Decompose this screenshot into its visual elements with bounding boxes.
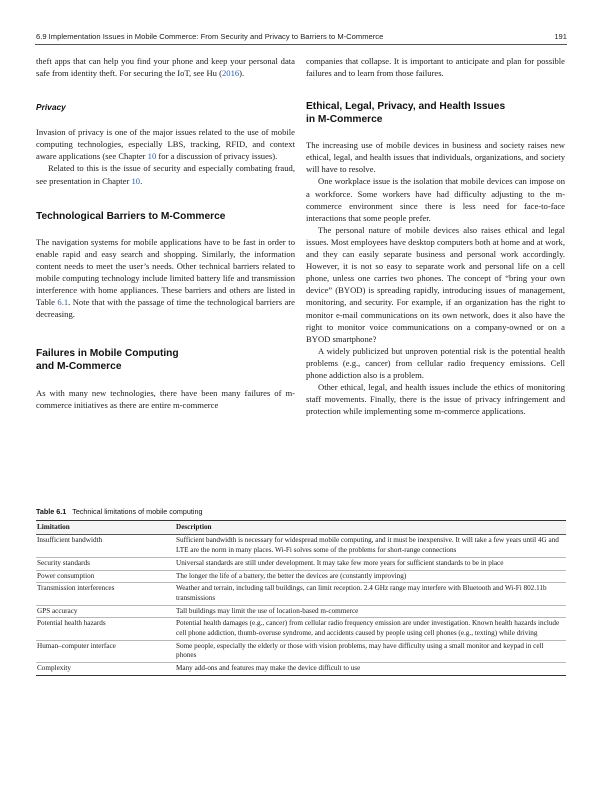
text: The navigation systems for mobile applications have to be fast in order to enable rapid and easy search and shopping. Similarly, the information content needs to meet the user’s needs. Other technical barriers related to mobile computing technology include limited battery life and transmission interference with home appliances. These barriers and others are listed in Table	[36, 236, 295, 308]
ethics-paragraph-4: A widely publicized but unproven potential risk is the potential health problems (e.g., cancer) from cellular radio frequency emissions. Cell phone addiction also is a problem.	[306, 345, 565, 380]
table-row	[36, 535, 566, 557]
heading-line: and M-Commerce	[36, 361, 122, 373]
ethics-paragraph-5: Other ethical, legal, and health issues include the ethics of monitoring staff movements. Finally, there is the issue of privacy infringement and protection while implementing some m-commerce applications.	[306, 382, 565, 417]
description-cell: Universal standards are still under development. It may take few more years for sufficient standards to be in place	[175, 557, 566, 570]
ethics-paragraph-3: The personal nature of mobile devices also raises ethical and legal issues. Most employees have desktop computers both at home and at work, and they can easily separate business and personal work accordingly. However, it is not so easy to separate work and personal life on a cell phone, unless one carries two phones. The concept of “bring your own device” (BYOD) is spreading rapidly, introducing issues of management, monitoring, and security. For example, if an organization has the right to monitor e-mail communications on its own network, does it also have the right to monitor voice communications on a company-owned or on a BYOD smartphone?	[306, 224, 565, 344]
description-cell: Many add-ons and features may make the device difficult to use	[175, 663, 566, 676]
table-caption	[36, 507, 566, 516]
description-cell: The longer the life of a battery, the better the devices are (constantly improving)	[175, 570, 566, 583]
description-cell: Tall buildings may limit the use of location-based m-commerce	[175, 605, 566, 618]
column-header-limitation: Limitation	[36, 521, 175, 535]
limitations-table	[36, 520, 566, 676]
limitation-cell: Security standards	[36, 557, 175, 570]
text: Invasion of privacy is one of the major issues related to the use of mobile computing technologies, especially LBS, tracking, RFID, and context aware applications (see Chapter	[36, 127, 295, 162]
heading-line: Ethical, Legal, Privacy, and Health Issues	[306, 101, 506, 113]
ethics-paragraph-2: One workplace issue is the isolation that mobile devices can impose on a workforce. Some workers have had difficulty adjusting to the m-commerce environment since there is less need for face-to-face interactions that some people prefer.	[306, 176, 565, 223]
paragraph-continued	[36, 55, 295, 79]
limitation-cell: Human–computer interface	[36, 640, 175, 662]
column-header-description: Description	[175, 521, 566, 535]
left-column	[36, 55, 295, 412]
paragraph-continued: companies that collapse. It is important to anticipate and plan for possible failures and to learn from those failures.	[306, 56, 565, 79]
text: Related to this is the issue of security and especially combating fraud, see presentation in Chapter	[36, 163, 295, 186]
table-row	[36, 618, 566, 640]
limitation-cell: Potential health hazards	[36, 618, 175, 640]
failures-heading	[36, 347, 295, 373]
page-number: 191	[554, 32, 567, 41]
table-label: Table 6.1	[36, 507, 67, 516]
table-row	[36, 663, 566, 676]
heading-line: Failures in Mobile Computing	[36, 348, 179, 360]
right-column	[306, 55, 565, 417]
text: for a discussion of privacy issues).	[156, 151, 278, 162]
description-cell: Potential health damages (e.g., cancer) from cellular radio frequency emission are under investigation. Known health hazards include cell phone addiction, thumb-overuse syndrome, and accidents caused by people using cell phones (e.g., texting) while driving	[175, 618, 566, 640]
table-row	[36, 640, 566, 662]
tech-barriers-paragraph	[36, 236, 295, 321]
text: theft apps that can help you find your phone and keep your personal data safe from identity theft. For securing the IoT, see Hu (	[36, 56, 295, 79]
table-link[interactable]: 6.1	[57, 297, 69, 308]
table-row	[36, 605, 566, 618]
privacy-paragraph-2	[36, 162, 295, 186]
limitation-cell: Complexity	[36, 663, 175, 676]
description-cell: Sufficient bandwidth is necessary for widespread mobile computing, and it must be inexpensive. It will take a few years until 4G and LTE are the norm in many places. Wi-Fi solves some of the problems for short-range connections	[175, 535, 566, 557]
privacy-paragraph-1	[36, 126, 295, 162]
limitation-cell: Transmission interferences	[36, 583, 175, 605]
failures-paragraph: As with many new technologies, there have been many failures of m-commerce initiatives as there are entire m-commerce	[36, 388, 295, 411]
chapter-link[interactable]: 10	[147, 151, 157, 162]
table-row	[36, 583, 566, 605]
table-header-row	[36, 521, 566, 535]
table-row	[36, 557, 566, 570]
privacy-heading: Privacy	[36, 102, 66, 113]
text: .	[140, 175, 143, 186]
text: . Note that with the passage of time the technological barriers are decreasing.	[36, 297, 295, 320]
running-head-title: 6.9 Implementation Issues in Mobile Commerce: From Security and Privacy to Barriers to M-Commerce	[36, 32, 384, 41]
table-row	[36, 570, 566, 583]
text: ).	[239, 68, 245, 79]
chapter-link[interactable]: 10	[131, 175, 141, 186]
description-cell: Some people, especially the elderly or those with vision problems, may have difficulty using a small monitor and keypad in cell phones	[175, 640, 566, 662]
table-title: Technical limitations of mobile computing	[72, 507, 203, 516]
table-6-1	[36, 507, 566, 676]
heading-line: in M-Commerce	[306, 114, 383, 126]
limitation-cell: Insufficient bandwidth	[36, 535, 175, 557]
limitation-cell: Power consumption	[36, 570, 175, 583]
limitation-cell: GPS accuracy	[36, 605, 175, 618]
running-head	[35, 30, 567, 45]
tech-barriers-heading: Technological Barriers to M-Commerce	[36, 210, 226, 222]
citation-link[interactable]: 2016	[221, 68, 240, 79]
description-cell: Weather and terrain, including tall buildings, can limit reception. 2.4 GHz range may interfere with Bluetooth and Wi-Fi 802.11b transmissions	[175, 583, 566, 605]
ethics-heading	[306, 100, 565, 126]
ethics-paragraph-1: The increasing use of mobile devices in business and society raises new ethical, legal, and health issues that individuals, organizations, and society will have to resolve.	[306, 140, 565, 175]
